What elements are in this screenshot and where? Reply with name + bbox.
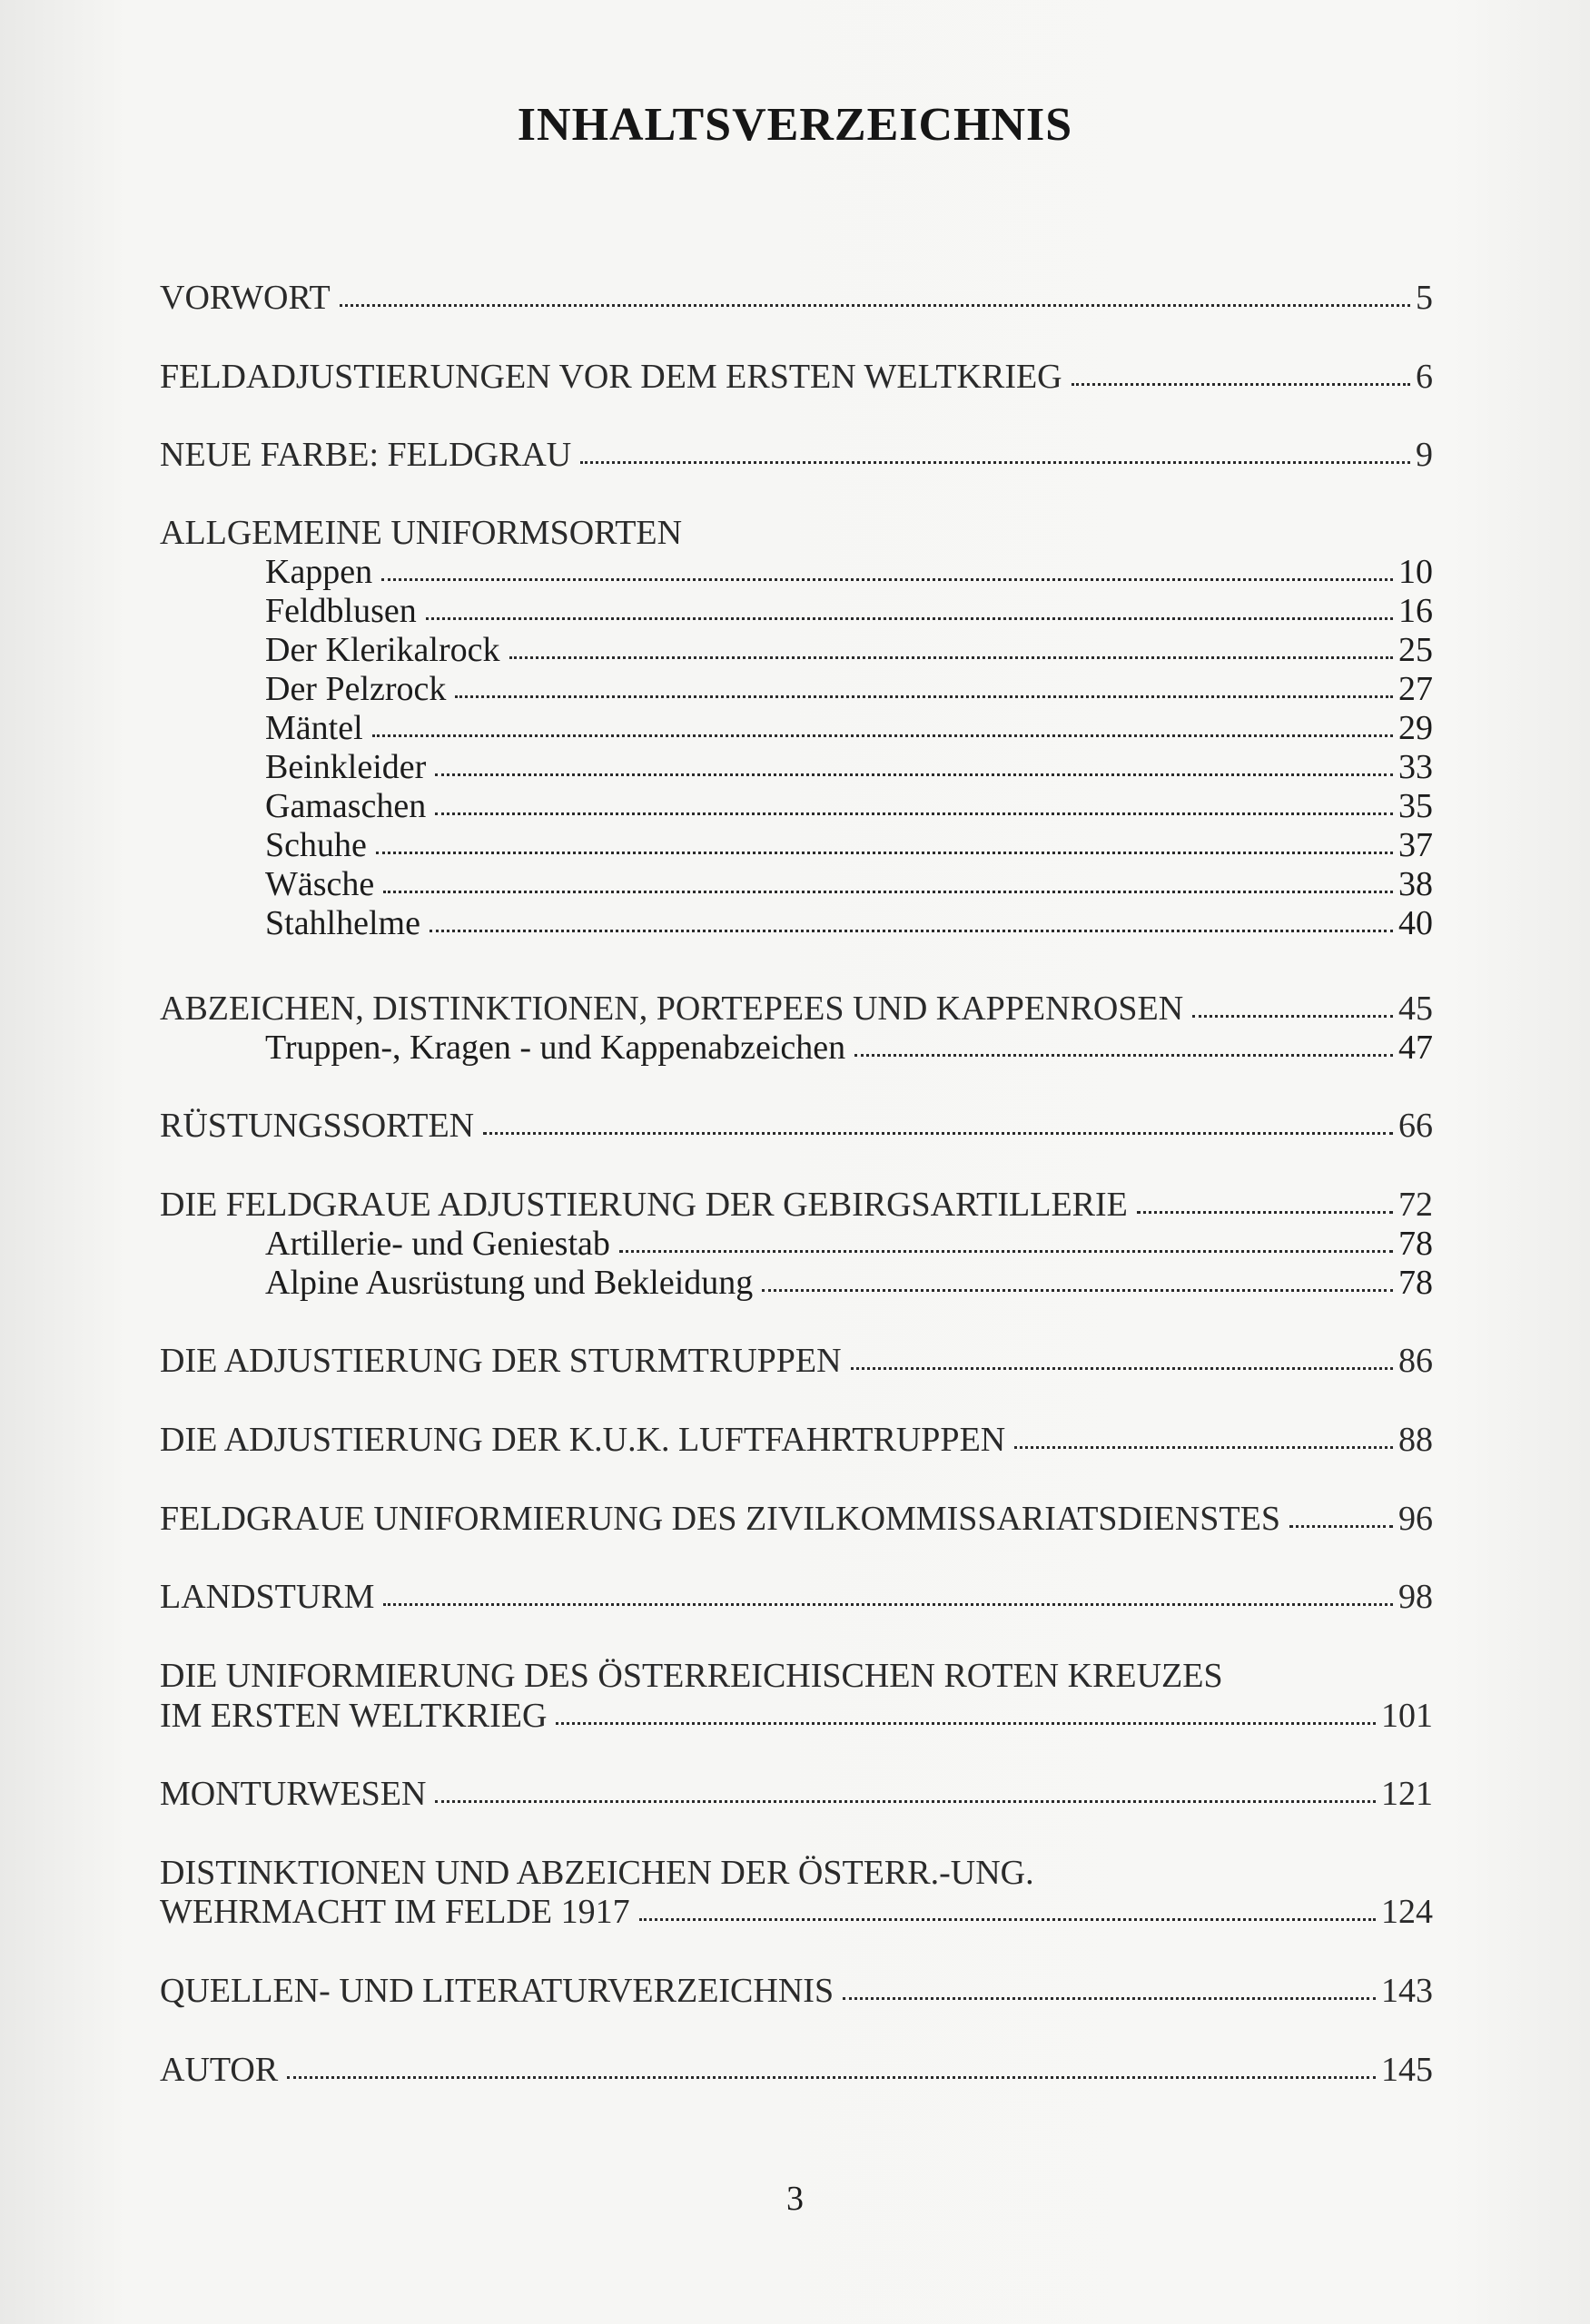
toc-subentry[interactable] <box>265 903 1433 943</box>
toc-entry-page: 124 <box>1381 1893 1433 1931</box>
leader-dots <box>340 304 1410 307</box>
toc-subentry[interactable] <box>265 669 1433 709</box>
toc-entry-page: 78 <box>1398 1225 1433 1263</box>
toc-entry[interactable] <box>160 357 1433 397</box>
leader-dots <box>1072 383 1410 386</box>
toc-entry-page: 27 <box>1398 670 1433 708</box>
toc-entry-page: 16 <box>1398 592 1433 630</box>
leader-dots <box>435 773 1393 776</box>
toc-entry[interactable] <box>160 1420 1433 1460</box>
toc-entry-page: 10 <box>1398 553 1433 591</box>
toc-subentry[interactable] <box>265 747 1433 787</box>
leader-dots <box>376 852 1393 854</box>
toc-entry-title: DIE ADJUSTIERUNG DER STURMTRUPPEN <box>160 1342 842 1380</box>
toc-entry-page: 78 <box>1398 1264 1433 1302</box>
leader-dots <box>287 2076 1376 2079</box>
toc-entry-page: 40 <box>1398 904 1433 942</box>
toc-entry-page: 145 <box>1381 2051 1433 2089</box>
leader-dots <box>483 1132 1393 1135</box>
toc-subentry[interactable] <box>265 1224 1433 1264</box>
toc-entry-title: WEHRMACHT IM FELDE 1917 <box>160 1893 630 1931</box>
toc-entry-title: DIE FELDGRAUE ADJUSTIERUNG DER GEBIRGSARTILLERIE <box>160 1186 1128 1224</box>
toc-entry-page: 47 <box>1398 1029 1433 1067</box>
toc-section-heading: ALLGEMEINE UNIFORMSORTEN <box>160 514 683 552</box>
toc-entry-page: 66 <box>1398 1107 1433 1145</box>
toc-entry[interactable] <box>160 1971 1433 2011</box>
toc-entry-page: 25 <box>1398 631 1433 669</box>
toc-entry-page: 88 <box>1398 1421 1433 1459</box>
leader-dots <box>1137 1211 1393 1214</box>
toc-subentry[interactable] <box>265 591 1433 631</box>
toc-entry-page: 121 <box>1381 1775 1433 1813</box>
toc-entry-title: Gamaschen <box>265 787 427 825</box>
page-number: 3 <box>786 2180 804 2218</box>
toc-entry-title: AUTOR <box>160 2051 279 2089</box>
leader-dots <box>430 930 1393 932</box>
toc-entry-page: 96 <box>1398 1500 1433 1538</box>
toc-entry-title: Stahlhelme <box>265 904 420 942</box>
leader-dots <box>843 1997 1376 2000</box>
leader-dots <box>383 1603 1393 1606</box>
toc-entry-title: FELDGRAUE UNIFORMIERUNG DES ZIVILKOMMISSARIATSDIENSTES <box>160 1500 1280 1538</box>
leader-dots <box>619 1250 1393 1253</box>
leader-dots <box>372 734 1393 737</box>
toc-entry-page: 38 <box>1398 865 1433 903</box>
toc-entry-page: 9 <box>1416 436 1433 474</box>
toc-subentry[interactable] <box>265 1263 1433 1303</box>
toc-subentry[interactable] <box>265 786 1433 826</box>
leader-dots <box>854 1054 1393 1057</box>
toc-entry[interactable] <box>160 1341 1433 1381</box>
toc-entry-title: NEUE FARBE: FELDGRAU <box>160 436 572 474</box>
toc-entry-title: FELDADJUSTIERUNGEN VOR DEM ERSTEN WELTKRIEG <box>160 358 1062 396</box>
toc-entry-page: 29 <box>1398 709 1433 747</box>
toc-subentry[interactable] <box>265 552 1433 592</box>
leader-dots <box>556 1722 1376 1725</box>
leader-dots <box>435 1800 1376 1803</box>
toc-entry-page: 101 <box>1381 1697 1433 1735</box>
toc-entry-title: ABZEICHEN, DISTINKTIONEN, PORTEPEES UND KAPPENROSEN <box>160 990 1184 1028</box>
toc-entry-title: Der Pelzrock <box>265 670 447 708</box>
toc-entry-page: 98 <box>1398 1578 1433 1616</box>
toc-entry-page: 5 <box>1416 279 1433 317</box>
toc-entry-page: 72 <box>1398 1186 1433 1224</box>
toc-entry-page: 6 <box>1416 358 1433 396</box>
toc-entry-title: RÜSTUNGSSORTEN <box>160 1107 475 1145</box>
toc-entry-page: 143 <box>1381 1972 1433 2010</box>
toc-entry-title: IM ERSTEN WELTKRIEG <box>160 1697 548 1735</box>
toc-entry[interactable] <box>160 1774 1433 1814</box>
toc-entry-title: Kappen <box>265 553 373 591</box>
toc-entry-title: VORWORT <box>160 279 331 317</box>
leader-dots <box>639 1918 1376 1921</box>
toc-entry[interactable] <box>160 1577 1433 1617</box>
toc-entry-title: MONTURWESEN <box>160 1775 427 1813</box>
toc-entry[interactable] <box>160 1892 1433 1932</box>
toc-entry-title: Alpine Ausrüstung und Bekleidung <box>265 1264 754 1302</box>
toc-subentry[interactable] <box>265 864 1433 904</box>
toc-entry[interactable] <box>160 2050 1433 2090</box>
toc-subentry[interactable] <box>265 630 1433 670</box>
toc-entry-title: Mäntel <box>265 709 363 747</box>
leader-dots <box>1192 1015 1393 1018</box>
leader-dots <box>381 578 1393 581</box>
leader-dots <box>509 656 1394 659</box>
toc-entry[interactable] <box>160 435 1433 475</box>
toc-subentry[interactable] <box>265 825 1433 865</box>
toc-entry-title: QUELLEN- UND LITERATURVERZEICHNIS <box>160 1972 835 2010</box>
leader-dots <box>1289 1525 1393 1528</box>
leader-dots <box>762 1289 1393 1292</box>
toc-entry[interactable] <box>160 989 1433 1029</box>
toc-entry[interactable] <box>160 1106 1433 1146</box>
leader-dots <box>426 617 1393 620</box>
toc-entry[interactable] <box>160 1499 1433 1539</box>
leader-dots <box>1014 1446 1393 1449</box>
toc-entry-title: Der Klerikalrock <box>265 631 500 669</box>
page-title: INHALTSVERZEICHNIS <box>517 99 1073 151</box>
toc-entry-page: 35 <box>1398 787 1433 825</box>
leader-dots <box>580 461 1410 464</box>
toc-entry-title: DIE ADJUSTIERUNG DER K.U.K. LUFTFAHRTRUPPEN <box>160 1421 1006 1459</box>
toc-entry-title-line1: DISTINKTIONEN UND ABZEICHEN DER ÖSTERR.-UNG. <box>160 1854 1034 1892</box>
toc-entry-page: 33 <box>1398 748 1433 786</box>
toc-entry-title: Wäsche <box>265 865 375 903</box>
toc-entry-title: Feldblusen <box>265 592 417 630</box>
toc-entry[interactable] <box>160 278 1433 318</box>
toc-entry-title: Truppen-, Kragen - und Kappenabzeichen <box>265 1029 846 1067</box>
toc-entry-title: LANDSTURM <box>160 1578 375 1616</box>
toc-entry[interactable] <box>160 1696 1433 1736</box>
toc-entry-title-line1: DIE UNIFORMIERUNG DES ÖSTERREICHISCHEN ROTEN KREUZES <box>160 1657 1223 1695</box>
toc-entry-title: Beinkleider <box>265 748 427 786</box>
toc-entry-page: 86 <box>1398 1342 1433 1380</box>
leader-dots <box>435 812 1393 815</box>
toc-entry-page: 45 <box>1398 990 1433 1028</box>
leader-dots <box>455 695 1393 698</box>
toc-entry-title: Schuhe <box>265 826 367 864</box>
toc-subentry[interactable] <box>265 1028 1433 1068</box>
leader-dots <box>851 1367 1393 1370</box>
toc-entry-title: Artillerie- und Geniestab <box>265 1225 610 1263</box>
leader-dots <box>383 891 1393 893</box>
toc-entry[interactable] <box>160 1185 1433 1225</box>
toc-subentry[interactable] <box>265 708 1433 748</box>
toc-entry-page: 37 <box>1398 826 1433 864</box>
